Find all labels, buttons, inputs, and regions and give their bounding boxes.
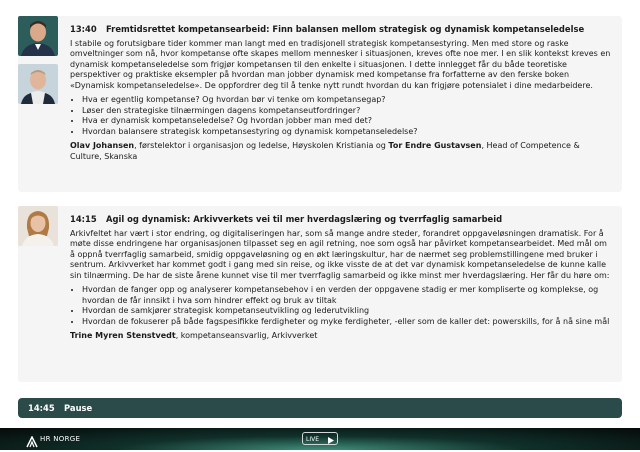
session-header — [70, 24, 612, 35]
speaker-name: Tor Endre Gustavsen — [388, 141, 482, 150]
speaker-name: Olav Johansen — [70, 141, 135, 150]
session-time: 13:40 — [70, 24, 97, 34]
session-title: Agil og dynamisk: Arkivverkets vei til mer hverdagslæring og tverrfaglig samarbeid — [106, 214, 503, 224]
speaker-photos — [18, 206, 60, 254]
speaker-photo-trine-myren-stenstvedt — [18, 206, 58, 246]
session-header — [70, 214, 612, 225]
session-description: Arkivfeltet har vært i stor endring, og digitaliseringen har, som så mange andre steder, forandret oppgaveløsningen dramatisk. For å møte disse endringene har organisasjonen tilpasset seg en agil retning, noe som også har påvirket kompetansearbeidet. Med mål om å oppnå tverrfaglig samarbeid, smidig oppgaveløsning og en økt læringskultur, har de nærmet seg problemstillingene med bruker i sentrum. Arkivverket har kommet godt i gang med sin reise, og ikke visste de at det var dynamisk kompetanseledelse de kunne kalle sin tilnærming. De har de siste årene kunnet vise til mer tverrfaglig samarbeid og ikke minst mer hverdagslæring. Her får du høre om: — [70, 228, 610, 280]
speaker-photo-tor-endre-gustavsen — [18, 64, 58, 104]
live-button[interactable] — [302, 432, 338, 445]
list-item: • Hvordan de fokuserer på både fagspesifikke ferdigheter og myke ferdigheter, -eller som de kaller det: powerskills, for å nå sine mål — [82, 317, 612, 328]
speaker-role: , førstelektor i organisasjon og ledelse, Høyskolen Kristiania og — [134, 141, 389, 150]
speaker-role: , Head of Competence & Culture, Skanska — [70, 141, 580, 161]
pause-bar — [18, 398, 622, 418]
list-item: • Hvordan balansere strategisk kompetansestyring og dynamisk kompetanseledelse? — [82, 127, 612, 138]
list-item: • Hva er dynamisk kompetanseledelse? Og hvordan jobber man med det? — [82, 116, 612, 127]
pause-label: Pause — [64, 403, 93, 413]
session-time: 14:15 — [70, 214, 97, 224]
speaker-role: , kompetanseansvarlig, Arkivverket — [175, 331, 318, 340]
speaker-photo-olav-johansen — [18, 16, 58, 56]
hr-norge-logo-icon — [26, 433, 38, 452]
list-item: • Hva er egentlig kompetanse? Og hvordan bør vi tenke om kompetansegap? — [82, 95, 612, 106]
session-card-1 — [18, 16, 622, 192]
session-content — [70, 214, 612, 342]
session-speakers — [70, 331, 612, 342]
pause-time: 14:45 — [28, 403, 55, 413]
list-item: • Hvordan de samkjører strategisk kompetanseutvikling og lederutvikling — [82, 306, 612, 317]
session-speakers — [70, 141, 612, 162]
list-item: • Løser den strategiske tilnærmingen dagens kompetanseutfordringer? — [82, 106, 612, 117]
hr-norge-logo-text: HR NORGE — [40, 435, 81, 443]
session-card-2 — [18, 206, 622, 382]
speaker-name: Trine Myren Stenstvedt — [70, 331, 176, 340]
speaker-photos — [18, 16, 60, 112]
session-content — [70, 24, 612, 162]
play-icon — [327, 436, 335, 449]
session-bullet-list — [70, 285, 612, 327]
live-label: LIVE — [306, 436, 320, 443]
session-description: I stabile og forutsigbare tider kommer man langt med en tradisjonell strategisk kompetansestyring. Men med store og raske omveltninger som nå, hvor kompetanse ofte skapes mellom mennesker i situasjonen, kreves ofte noe mer. I en slik kontekst kreves en dynamisk kompetanseledelse som frigjør kompetansen til den enkelte i situasjonen. I dette innlegget får du både teoretiske perspektiver og praktiske eksempler på hvordan man jobber dynamisk med kompetanse fra forfatterne av den ferske boken «Dynamisk kompetanseledelse». De oppfordrer deg til å tenke nytt rundt hvordan du kan frigjøre potensialet i dine medarbeidere. — [70, 38, 611, 90]
footer-bar — [0, 428, 640, 450]
session-bullet-list — [70, 95, 612, 137]
list-item: • Hvordan de fanger opp og analyserer kompetansebehov i en verden der oppgavene stadig er mer kompliserte og komplekse, og hvordan de får innsikt i hva som hindrer effekt og bruk av tiltak — [82, 285, 612, 306]
session-title: Fremtidsrettet kompetansearbeid: Finn balansen mellom strategisk og dynamisk kompetanseledelse — [106, 24, 585, 34]
